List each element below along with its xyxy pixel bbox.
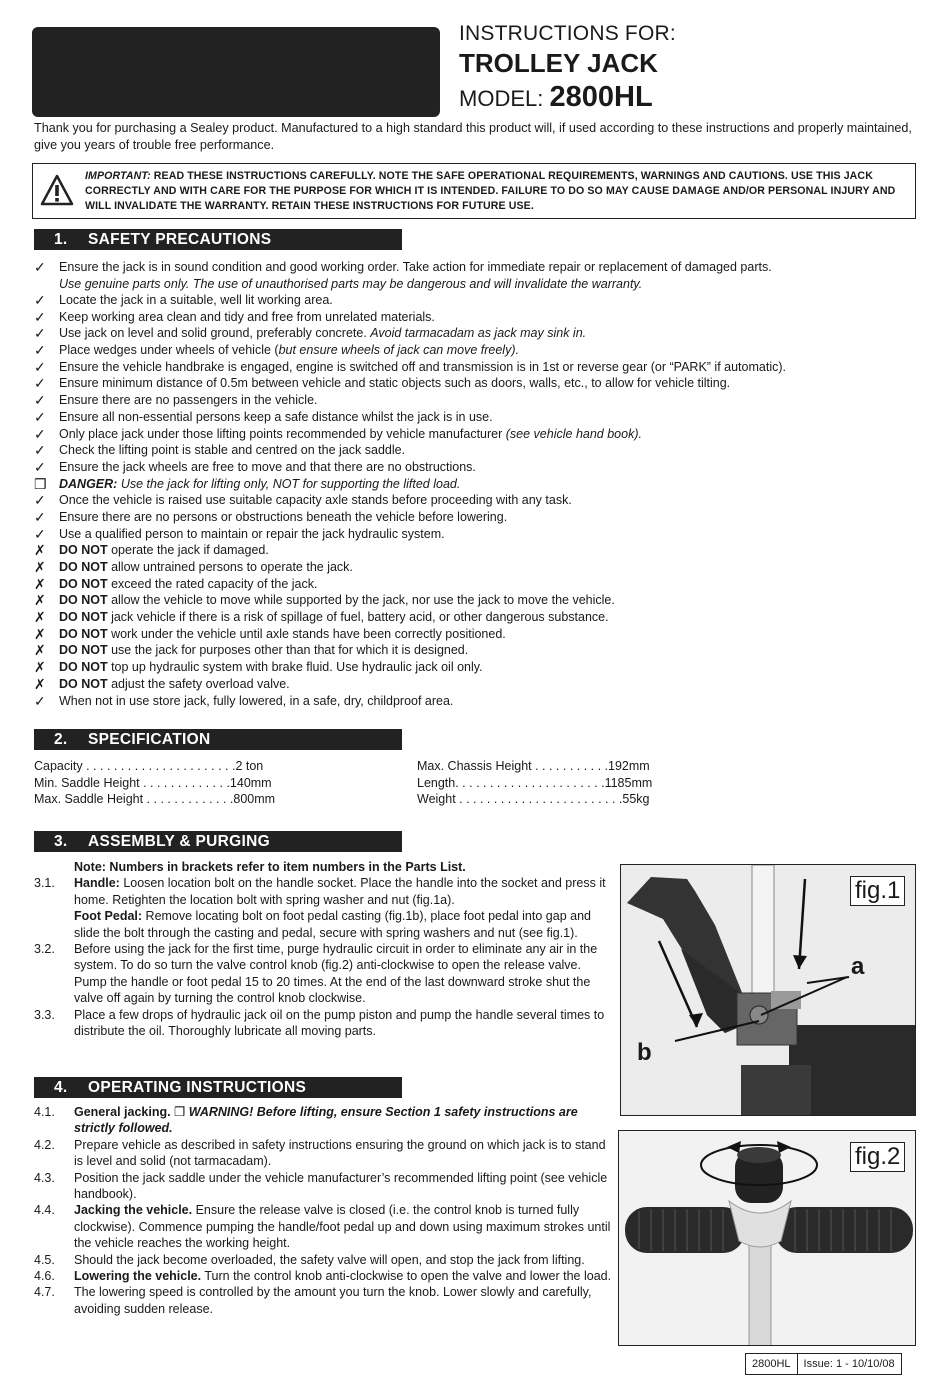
section-heading-specification — [34, 729, 402, 750]
check-icon: ✓ — [34, 375, 46, 392]
operating-item — [34, 1252, 616, 1268]
box-icon: ❒ — [34, 475, 47, 492]
safety-item-emphasis: (see vehicle hand book). — [505, 426, 642, 441]
operating-item — [34, 1202, 616, 1251]
safety-item — [34, 542, 914, 559]
section-heading-operating — [34, 1077, 402, 1098]
cross-icon: ✗ — [34, 675, 46, 692]
safety-item-text: Ensure there are no passengers in the vehicle. — [59, 393, 318, 408]
footer-issue: Issue: 1 - 10/10/08 — [797, 1354, 901, 1374]
spec-row: Weight . . . . . . . . . . . . . . . . . . . . . . . .55kg — [417, 792, 650, 807]
check-icon: ✓ — [34, 292, 46, 308]
operating-section — [34, 1104, 616, 1317]
title-block — [459, 22, 676, 114]
item-lead: General jacking. — [74, 1105, 171, 1119]
item-number: 4.3. — [34, 1170, 55, 1185]
safety-item-text: allow the vehicle to move while supported by the jack, nor use the jack to move the vehicle. — [107, 593, 615, 608]
safety-item — [34, 642, 914, 659]
footer-issue-box — [745, 1353, 902, 1375]
check-icon: ✓ — [34, 458, 46, 475]
model-line — [459, 81, 676, 114]
cross-icon: ✗ — [34, 625, 46, 642]
safety-item — [34, 392, 914, 409]
item-lead: Jacking the vehicle. — [74, 1203, 193, 1218]
cross-icon: ✗ — [34, 642, 46, 659]
safety-item-lead: DO NOT — [59, 543, 108, 558]
safety-item — [34, 559, 914, 576]
section-title: SPECIFICATION — [88, 731, 211, 748]
safety-item-text: Ensure all non-essential persons keep a safe distance whilst the jack is in use. — [59, 409, 493, 424]
safety-item-text: work under the vehicle until axle stands have been correctly positioned. — [107, 626, 506, 641]
item-text: Remove locating bolt on foot pedal casting (fig.1b), place foot pedal into gap and slide the bolt through the casting and pedal, secure with spring washers and nut (see fig.1). — [74, 909, 591, 940]
safety-item — [34, 459, 914, 476]
cross-icon: ✗ — [34, 592, 46, 609]
safety-item — [34, 492, 914, 509]
figure-1-label: fig.1 — [850, 876, 905, 906]
safety-item — [34, 375, 914, 392]
safety-item — [34, 292, 914, 309]
item-number: 4.5. — [34, 1252, 55, 1267]
safety-item-lead: DO NOT — [59, 560, 108, 574]
item-number: 4.4. — [34, 1203, 55, 1218]
safety-item-lead: DO NOT — [59, 676, 108, 691]
section-number: 4. — [54, 1079, 68, 1096]
safety-item-lead: DO NOT — [59, 610, 108, 625]
cross-icon: ✗ — [34, 609, 46, 626]
safety-item-text: Place wedges under wheels of vehicle ( — [59, 343, 279, 358]
figure-1 — [620, 864, 916, 1116]
check-icon: ✓ — [34, 442, 46, 459]
assembly-item — [34, 1007, 616, 1040]
safety-item — [34, 426, 914, 443]
safety-item-text: When not in use store jack, fully lowered, in a safe, dry, childproof area. — [59, 693, 454, 708]
assembly-item — [34, 875, 616, 941]
important-text — [85, 169, 909, 214]
check-icon: ✓ — [34, 525, 46, 542]
check-icon: ✓ — [34, 492, 46, 509]
spec-column-left — [34, 758, 275, 808]
safety-item — [34, 626, 914, 643]
check-icon: ✓ — [34, 342, 46, 359]
assembly-section — [34, 859, 616, 1039]
safety-item — [34, 509, 914, 526]
check-icon: ✓ — [34, 308, 46, 325]
item-number: 4.2. — [34, 1137, 55, 1152]
safety-item — [34, 325, 914, 342]
safety-item-lead: DO NOT — [59, 660, 108, 675]
section-number: 3. — [54, 833, 68, 850]
safety-item — [34, 676, 914, 693]
section-number: 1. — [54, 231, 68, 248]
safety-item-lead: DO NOT — [59, 593, 108, 608]
item-text: Before using the jack for the first time, purge hydraulic circuit in order to eliminate any air in the system. To do so turn the valve control knob (fig.2) anti-clockwise to open the release valve. Pump the handle or foot pedal 15 to 20 times. At the end of the last downward stroke shut the valve off again by turning the control knob clockwise. — [74, 942, 598, 1006]
safety-item-text: Once the vehicle is raised use suitable capacity axle stands before proceeding with any task. — [59, 493, 572, 508]
safety-item-text: Ensure the jack wheels are free to move and that there are no obstructions. — [59, 459, 476, 474]
spec-row: Capacity . . . . . . . . . . . . . . . . . . . . . .2 ton — [34, 759, 264, 773]
box-icon: ❒ — [170, 1105, 189, 1119]
item-text: Prepare vehicle as described in safety instructions ensuring the ground on which jack is to stand is level and solid (not tarmacadam). — [74, 1137, 606, 1169]
figure-2-label: fig.2 — [850, 1142, 905, 1172]
safety-item-lead: DANGER: — [59, 476, 118, 491]
cross-icon: ✗ — [34, 542, 46, 559]
item-text: The lowering speed is controlled by the amount you turn the knob. Lower slowly and carefully, avoiding sudden release. — [74, 1285, 592, 1316]
check-icon: ✓ — [34, 692, 46, 709]
item-text: Place a few drops of hydraulic jack oil on the pump piston and pump the handle several times to distribute the oil. Thoroughly lubricate all moving parts. — [74, 1007, 605, 1039]
safety-item — [34, 259, 914, 292]
item-text: Loosen location bolt on the handle socket. Place the handle into the socket and press it home. Retighten the location bolt with spring washer and nut (fig.1a). — [74, 876, 606, 907]
safety-item-text: Ensure there are no persons or obstructions beneath the vehicle before lowering. — [59, 509, 508, 524]
section-title: ASSEMBLY & PURGING — [88, 833, 270, 850]
spec-row: Max. Saddle Height . . . . . . . . . . . . .800mm — [34, 792, 276, 807]
safety-item — [34, 659, 914, 676]
safety-list — [34, 259, 914, 709]
instructions-for-label: INSTRUCTIONS FOR: — [459, 22, 676, 45]
item-text: Position the jack saddle under the vehicle manufacturer’s recommended lifting point (see vehicle handbook). — [74, 1170, 608, 1202]
safety-item-text: use the jack for purposes other than that for which it is designed. — [107, 643, 469, 658]
check-icon: ✓ — [34, 325, 46, 342]
check-icon: ✓ — [34, 425, 46, 442]
safety-item-text: adjust the safety overload valve. — [107, 676, 290, 691]
spec-row: Length. . . . . . . . . . . . . . . . . . . . . .1185mm — [417, 775, 653, 790]
safety-item-emphasis: but ensure wheels of jack can move freely). — [278, 343, 519, 358]
safety-item-text: exceed the rated capacity of the jack. — [107, 576, 318, 591]
figure-1-callout-b: b — [637, 1039, 652, 1066]
safety-item-text: Ensure the vehicle handbrake is engaged, engine is switched off and transmission is in 1st or reverse gear (or “PARK” if automatic). — [59, 359, 786, 374]
item-lead: Lowering the vehicle. — [74, 1269, 202, 1284]
safety-item — [34, 476, 914, 493]
spec-row: Max. Chassis Height . . . . . . . . . . .192mm — [417, 759, 650, 773]
safety-item-emphasis: Avoid tarmacadam as jack may sink in. — [370, 326, 587, 341]
safety-item — [34, 693, 914, 710]
check-icon: ✓ — [34, 508, 46, 525]
safety-item-lead: DO NOT — [59, 626, 108, 641]
safety-item-text: Ensure minimum distance of 0.5m between vehicle and static objects such as doors, walls, etc., to allow for vehicle tilting. — [59, 376, 731, 391]
safety-item — [34, 609, 914, 626]
safety-item-lead: DO NOT — [59, 643, 108, 658]
important-lead: IMPORTANT: — [85, 170, 151, 182]
section-heading-safety — [34, 229, 402, 250]
operating-item — [34, 1268, 616, 1284]
safety-item-emphasis: Use the jack for lifting only, NOT for supporting the lifted load. — [117, 476, 461, 491]
operating-item — [34, 1104, 616, 1137]
safety-item — [34, 526, 914, 543]
section-title: SAFETY PRECAUTIONS — [88, 231, 272, 248]
section-number: 2. — [54, 731, 68, 748]
important-notice — [32, 163, 916, 219]
model-number: 2800HL — [549, 81, 653, 113]
safety-item-text: operate the jack if damaged. — [107, 543, 269, 558]
item-number: 3.2. — [34, 942, 55, 957]
warning-triangle-icon — [40, 174, 74, 208]
safety-item — [34, 576, 914, 593]
parts-list-note: Note: Numbers in brackets refer to item numbers in the Parts List. — [74, 860, 466, 874]
important-body: READ THESE INSTRUCTIONS CAREFULLY. NOTE THE SAFE OPERATIONAL REQUIREMENTS, WARNINGS AND CAUTIONS. USE THIS JACK CORRECTLY AND WITH CARE FOR THE PURPOSE FOR WHICH IT IS INTENDED. FAILURE TO DO SO MAY CAUSE DAMAGE AND/OR PERSONAL INJURY AND WILL INVALIDATE THE WARRANTY. RETAIN THESE INSTRUCTIONS FOR FUTURE USE. — [85, 170, 896, 212]
safety-item-text: Use jack on level and solid ground, preferably concrete. — [59, 326, 371, 341]
footer-model: 2800HL — [752, 1358, 791, 1370]
safety-item-text: Ensure the jack is in sound condition and good working order. Take action for immediate repair or replacement of damaged parts. — [59, 260, 772, 274]
cross-icon: ✗ — [34, 559, 46, 575]
operating-item — [34, 1137, 616, 1170]
item-number: 3.1. — [34, 876, 55, 891]
item-number: 4.7. — [34, 1285, 55, 1300]
safety-item-text: Use a qualified person to maintain or repair the jack hydraulic system. — [59, 526, 445, 541]
item-text: Ensure the release valve is closed (i.e. the control knob is turned fully clockwise). Commence pumping the handle/foot pedal up and down using maximum strokes until the vehicle reaches the working height. — [74, 1203, 611, 1251]
cross-icon: ✗ — [34, 659, 46, 676]
check-icon: ✓ — [34, 259, 46, 275]
safety-item — [34, 309, 914, 326]
figure-2 — [618, 1130, 916, 1346]
section-heading-assembly — [34, 831, 402, 852]
item-number: 4.6. — [34, 1269, 55, 1284]
spec-column-right — [417, 758, 652, 808]
safety-item — [34, 592, 914, 609]
item-warning: WARNING! Before lifting, ensure Section 1 safety instructions are strictly followed. — [74, 1105, 578, 1136]
item-text: Should the jack become overloaded, the safety valve will open, and stop the jack from lifting. — [74, 1252, 585, 1267]
safety-item-emphasis: Use genuine parts only. The use of unauthorised parts may be dangerous and will invalidate the warranty. — [59, 276, 643, 291]
safety-item — [34, 359, 914, 376]
safety-item-text: jack vehicle if there is a risk of spillage of fuel, battery acid, or other dangerous substance. — [107, 610, 609, 625]
operating-item — [34, 1170, 616, 1203]
item-number: 4.1. — [34, 1105, 55, 1119]
safety-item-text: top up hydraulic system with brake fluid. Use hydraulic jack oil only. — [107, 660, 483, 675]
safety-item-text: Check the lifting point is stable and centred on the jack saddle. — [59, 443, 406, 458]
item-number: 3.3. — [34, 1007, 55, 1022]
safety-item-text: allow untrained persons to operate the jack. — [107, 560, 353, 574]
figure-1-callout-a: a — [851, 953, 865, 980]
check-icon: ✓ — [34, 392, 46, 409]
safety-item — [34, 342, 914, 359]
safety-item — [34, 442, 914, 459]
item-lead: Foot Pedal: — [74, 909, 143, 924]
model-label: MODEL: — [459, 86, 544, 111]
safety-item — [34, 409, 914, 426]
operating-item — [34, 1284, 616, 1317]
item-text: Turn the control knob anti-clockwise to open the valve and lower the load. — [201, 1269, 612, 1284]
spec-row: Min. Saddle Height . . . . . . . . . . . . .140mm — [34, 775, 272, 790]
intro-paragraph: Thank you for purchasing a Sealey product. Manufactured to a high standard this product will, if used according to these instructions and properly maintained, give you years of trouble free performance. — [34, 121, 912, 152]
check-icon: ✓ — [34, 358, 46, 375]
check-icon: ✓ — [34, 408, 46, 425]
safety-item-text: Locate the jack in a suitable, well lit working area. — [59, 293, 333, 307]
safety-item-text: Only place jack under those lifting points recommended by vehicle manufacturer — [59, 426, 506, 441]
item-lead: Handle: — [74, 876, 120, 891]
assembly-item — [34, 941, 616, 1007]
safety-item-text: Keep working area clean and tidy and free from unrelated materials. — [59, 309, 435, 324]
cross-icon: ✗ — [34, 575, 46, 592]
safety-item-lead: DO NOT — [59, 576, 108, 591]
section-title: OPERATING INSTRUCTIONS — [88, 1079, 307, 1096]
product-title: TROLLEY JACK — [459, 48, 658, 78]
brand-logo-bar — [32, 27, 440, 117]
